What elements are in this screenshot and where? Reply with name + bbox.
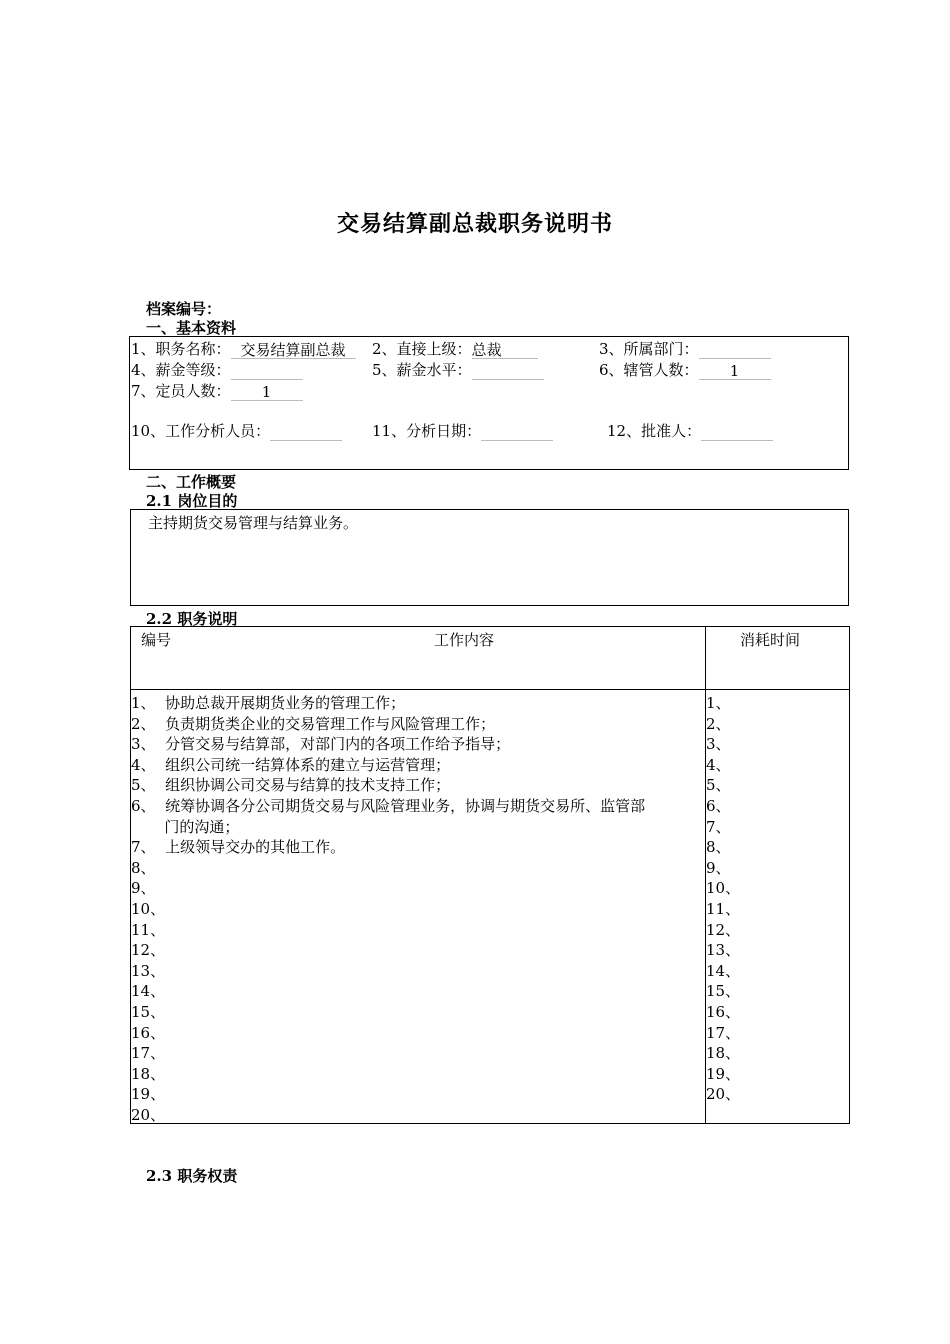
time-row: 10、	[706, 879, 741, 898]
duty-row: 8、	[131, 858, 156, 877]
time-row: 19、	[706, 1064, 741, 1083]
time-row: 12、	[706, 920, 741, 939]
duty-row: 4、 组织公司统一结算体系的建立与运营管理；	[131, 755, 451, 774]
section2-heading: 二、工作概要	[146, 473, 237, 491]
field-subordinates	[599, 360, 771, 380]
duty-row: 19、	[131, 1085, 166, 1104]
analysis-date-value	[481, 422, 553, 441]
time-row: 7、	[706, 817, 731, 836]
job-title-value: 交易结算副总裁	[231, 340, 356, 359]
salary-grade-label: 4、薪金等级：	[131, 361, 231, 379]
time-row: 9、	[706, 858, 731, 877]
section1-heading: 一、基本资料	[146, 319, 237, 337]
headcount-label: 7、定员人数：	[131, 382, 231, 400]
time-row: 2、	[706, 714, 731, 733]
duty-row: 门的沟通；	[131, 817, 240, 836]
analyst-label: 10、工作分析人员：	[131, 422, 271, 440]
duties-table-header-divider	[130, 689, 850, 690]
field-job-title	[131, 339, 356, 359]
job-title-label: 1、职务名称：	[131, 340, 231, 358]
duties-heading: 2.2 职务说明	[146, 610, 238, 628]
field-approver	[607, 421, 773, 441]
rights-heading: 2.3 职务权责	[146, 1167, 238, 1185]
duty-row: 16、	[131, 1023, 166, 1042]
time-row: 6、	[706, 797, 731, 815]
duty-row: 13、	[131, 961, 166, 980]
page-title: 交易结算副总裁职务说明书	[336, 212, 613, 237]
duty-row: 3、 分管交易与结算部，对部门内的各项工作给予指导；	[131, 735, 511, 754]
duty-row: 12、	[131, 941, 166, 960]
salary-grade-value	[231, 361, 303, 380]
field-analysis-date	[372, 421, 553, 441]
supervisor-value: 总裁	[472, 340, 538, 359]
time-row: 8、	[706, 838, 731, 857]
salary-level-label: 5、薪金水平：	[372, 361, 472, 379]
time-row: 18、	[706, 1044, 741, 1063]
approver-label: 12、批准人：	[607, 422, 702, 440]
field-supervisor	[372, 339, 538, 359]
duty-row: 11、	[131, 920, 166, 939]
time-row: 4、	[706, 755, 731, 774]
headcount-value: 1	[231, 382, 303, 401]
time-row: 16、	[706, 1003, 741, 1021]
duty-row: 6、 统筹协调各分公司期货交易与风险管理业务，协调与期货交易所、监管部	[131, 797, 646, 815]
duty-row: 1、 协助总裁开展期货业务的管理工作；	[131, 694, 406, 712]
time-row: 1、	[706, 694, 731, 712]
duty-row: 2、 负责期货类企业的交易管理工作与风险管理工作；	[131, 714, 496, 733]
duty-row: 14、	[131, 982, 166, 1001]
duty-row: 15、	[131, 1003, 166, 1021]
duty-row: 10、	[131, 900, 166, 918]
time-row: 11、	[706, 900, 741, 918]
analysis-date-label: 11、分析日期：	[372, 422, 482, 440]
subordinates-label: 6、辖管人数：	[599, 361, 699, 379]
col-header-time: 消耗时间	[740, 631, 801, 649]
department-value	[699, 340, 771, 359]
field-headcount	[131, 381, 303, 401]
salary-level-value	[472, 361, 544, 380]
duty-row: 5、 组织协调公司交易与结算的技术支持工作；	[131, 776, 451, 795]
time-row: 5、	[706, 776, 731, 795]
time-row: 17、	[706, 1023, 741, 1042]
purpose-text: 主持期货交易管理与结算业务。	[148, 514, 359, 532]
col-header-number: 编号	[141, 631, 172, 649]
department-label: 3、所属部门：	[599, 340, 699, 358]
file-number-label: 档案编号：	[146, 300, 222, 318]
duty-row: 20、	[131, 1106, 166, 1124]
approver-value	[701, 422, 773, 441]
purpose-heading: 2.1 岗位目的	[146, 492, 238, 510]
field-department	[599, 339, 771, 359]
subordinates-value: 1	[699, 361, 771, 380]
time-row: 20、	[706, 1085, 741, 1104]
field-analyst	[131, 421, 342, 441]
analyst-value	[270, 422, 342, 441]
supervisor-label: 2、直接上级：	[372, 340, 472, 358]
time-row: 13、	[706, 941, 741, 960]
col-header-content: 工作内容	[434, 631, 495, 649]
field-salary-grade	[131, 360, 303, 380]
field-salary-level	[372, 360, 544, 380]
time-row: 15、	[706, 982, 741, 1001]
duty-row: 17、	[131, 1044, 166, 1063]
time-row: 3、	[706, 735, 731, 754]
time-row: 14、	[706, 961, 741, 980]
duty-row: 9、	[131, 879, 156, 898]
duty-row: 7、 上级领导交办的其他工作。	[131, 838, 346, 857]
duty-row: 18、	[131, 1064, 166, 1083]
